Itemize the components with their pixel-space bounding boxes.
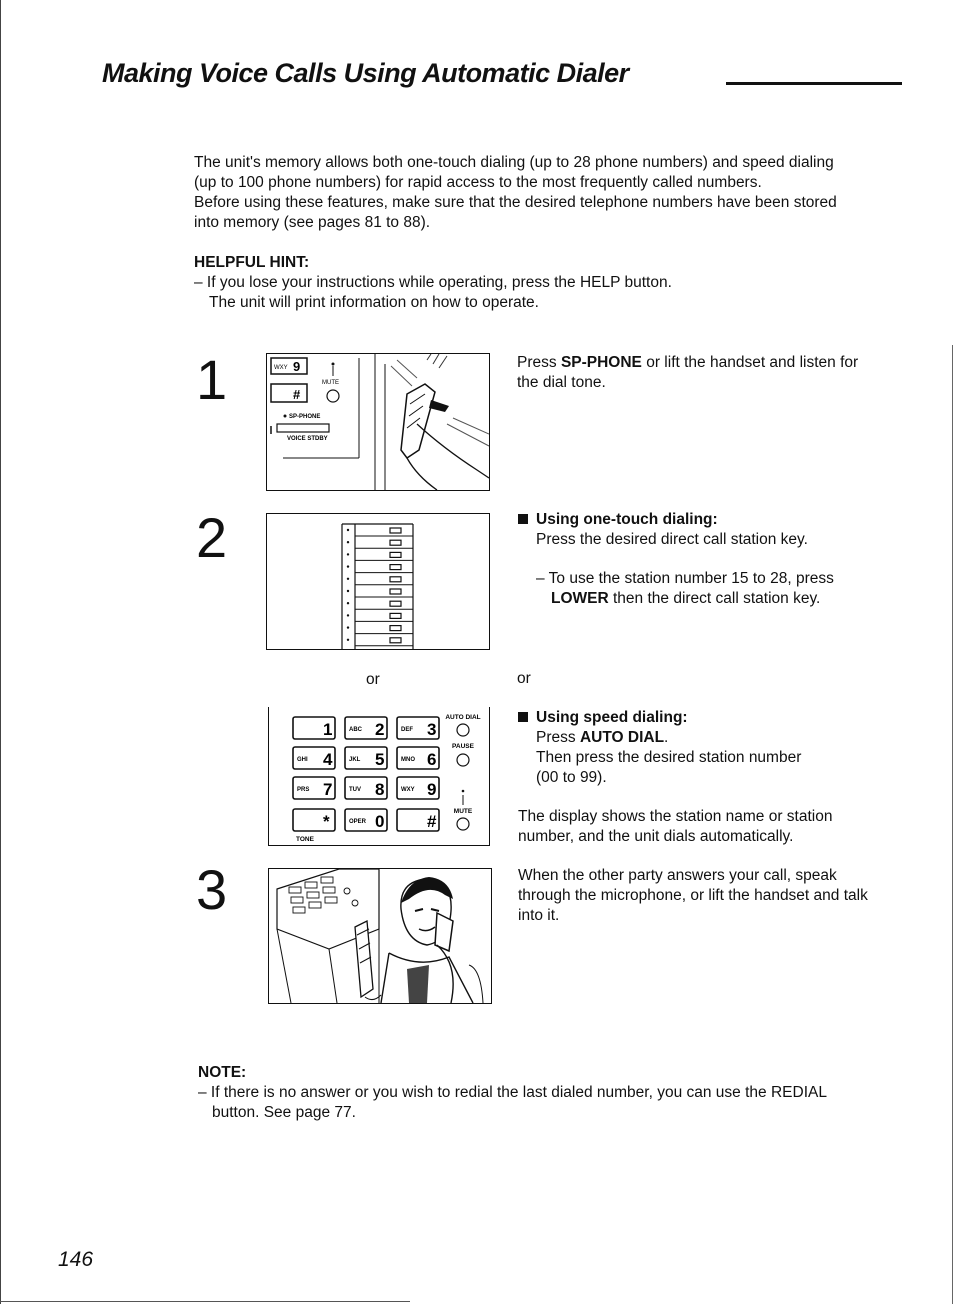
heading-text: Using speed dialing: <box>536 709 688 726</box>
text-run: . <box>664 729 669 746</box>
key-digit: 0 <box>375 812 385 831</box>
key-digit: 7 <box>323 780 333 799</box>
one-touch-section <box>518 510 918 609</box>
intro-line: Before using these features, make sure that the desired telephone numbers have been stored <box>194 194 837 211</box>
intro-line: into memory (see pages 81 to 88). <box>194 214 431 231</box>
bullet-square <box>518 514 528 524</box>
lower-note-line: – To use the station number 15 to 28, press <box>536 570 834 587</box>
hint-heading: HELPFUL HINT: <box>194 254 310 271</box>
keypad-key <box>345 717 387 739</box>
key-digit: # <box>293 387 301 402</box>
keypad-illustration <box>269 707 489 845</box>
key-letters: WXY <box>401 787 415 793</box>
key-letters: MNO <box>401 757 415 763</box>
speed-dial-range: (00 to 99). <box>536 769 607 786</box>
note-line: – If there is no answer or you wish to redial the last dialed number, you can use the REDIAL <box>198 1084 827 1101</box>
helpful-hint <box>194 253 914 313</box>
key-letters: GHI <box>297 757 308 763</box>
step3-figure <box>268 868 492 1004</box>
sp-phone-key-ref: SP-PHONE <box>560 354 642 371</box>
display-note: The display shows the station name or station <box>518 808 833 825</box>
lower-key-ref: LOWER <box>551 590 609 607</box>
key-digit: 6 <box>427 750 437 769</box>
key-digit: * <box>323 812 330 831</box>
keypad-key <box>397 747 439 769</box>
text-run: Press <box>517 354 561 371</box>
station-keys-illustration <box>267 514 489 649</box>
keypad-key <box>397 717 439 739</box>
note-line: button. See page 77. <box>212 1104 356 1121</box>
one-touch-heading <box>518 510 918 530</box>
step-number: 2 <box>196 506 228 569</box>
keypad-key <box>293 717 335 739</box>
auto-dial-label: AUTO DIAL <box>445 714 481 721</box>
mute-label: MUTE <box>322 380 339 386</box>
step1-instructions <box>517 353 917 393</box>
step-number: 1 <box>196 348 228 411</box>
step3-text: into it. <box>518 907 560 924</box>
keypad-key <box>397 777 439 799</box>
step-number: 3 <box>196 858 228 921</box>
speed-dial-section <box>518 708 918 847</box>
or-separator: or <box>517 670 531 687</box>
step3-text: When the other party answers your call, speak <box>518 867 837 884</box>
one-touch-text: Press the desired direct call station key. <box>536 531 808 548</box>
intro-line: (up to 100 phone numbers) for rapid access to the most frequently called numbers. <box>194 174 762 191</box>
sp-phone-illustration <box>267 354 489 490</box>
intro-paragraph <box>194 153 914 233</box>
key-letters: JKL <box>349 757 361 763</box>
speed-dial-heading <box>518 708 918 728</box>
mute-button <box>457 818 469 830</box>
key-digit: 8 <box>375 780 385 799</box>
lower-note-line <box>518 589 918 609</box>
step1-text <box>517 353 917 373</box>
keypad-key <box>293 809 335 831</box>
talking-illustration <box>269 869 491 1003</box>
auto-dial-key-ref: AUTO DIAL <box>579 729 665 746</box>
keypad-key <box>293 777 335 799</box>
step1-text: the dial tone. <box>517 374 606 391</box>
auto-dial-button <box>457 724 469 736</box>
keypad-key <box>293 747 335 769</box>
mute-label: MUTE <box>453 808 473 815</box>
text-run: then the direct call station key. <box>608 590 821 607</box>
step3-instructions <box>518 866 918 926</box>
key-letters: PRS <box>297 787 310 793</box>
key-digit: 3 <box>427 720 437 739</box>
pause-label: PAUSE <box>452 743 474 750</box>
keypad-key <box>345 809 387 831</box>
page-right-edge <box>952 345 953 1304</box>
key-digit: 9 <box>427 780 437 799</box>
step2-figure <box>266 513 490 650</box>
key-digit: # <box>427 812 437 831</box>
page-title: Making Voice Calls Using Automatic Dialer <box>102 58 629 88</box>
note-heading: NOTE: <box>198 1064 247 1081</box>
keypad-key <box>397 809 439 831</box>
key-letters: ABC <box>349 727 362 733</box>
key-letters: DEF <box>401 727 413 733</box>
title-rule <box>726 82 902 85</box>
text-run: or lift the handset and listen for <box>641 354 859 371</box>
key-digit: 2 <box>375 720 385 739</box>
hint-line: – If you lose your instructions while operating, press the HELP button. <box>194 274 672 291</box>
note-block <box>198 1063 908 1123</box>
bullet-square <box>518 712 528 722</box>
or-separator: or <box>366 671 380 688</box>
voice-stdby-label: VOICE STDBY <box>287 436 328 442</box>
keypad-key <box>345 747 387 769</box>
heading-text: Using one-touch dialing: <box>536 511 718 528</box>
key-letters: OPER <box>349 819 367 825</box>
hint-line: The unit will print information on how to operate. <box>209 294 539 311</box>
key-digit: 9 <box>293 359 301 374</box>
key-digit: 4 <box>323 750 333 769</box>
tone-label: TONE <box>296 836 314 843</box>
step1-figure <box>266 353 490 491</box>
sp-phone-label: SP-PHONE <box>289 414 321 420</box>
page-left-edge <box>0 0 1 1304</box>
key-digit: 5 <box>375 750 385 769</box>
page-number: 146 <box>58 1248 94 1271</box>
keypad-key <box>345 777 387 799</box>
speed-dial-press <box>518 728 918 748</box>
step3-text: through the microphone, or lift the handset and talk <box>518 887 868 904</box>
display-note: number, and the unit dials automatically. <box>518 828 794 845</box>
key-letters: TUV <box>349 787 361 793</box>
pause-button <box>457 754 469 766</box>
keypad-figure <box>268 707 490 846</box>
intro-line: The unit's memory allows both one-touch dialing (up to 28 phone numbers) and speed dialing <box>194 154 834 171</box>
text-run: Press <box>536 729 580 746</box>
key-digit: 1 <box>323 720 333 739</box>
speed-dial-then: Then press the desired station number <box>536 749 802 766</box>
key-letters: WXY <box>274 365 288 371</box>
page-bottom-rule <box>0 1301 410 1302</box>
